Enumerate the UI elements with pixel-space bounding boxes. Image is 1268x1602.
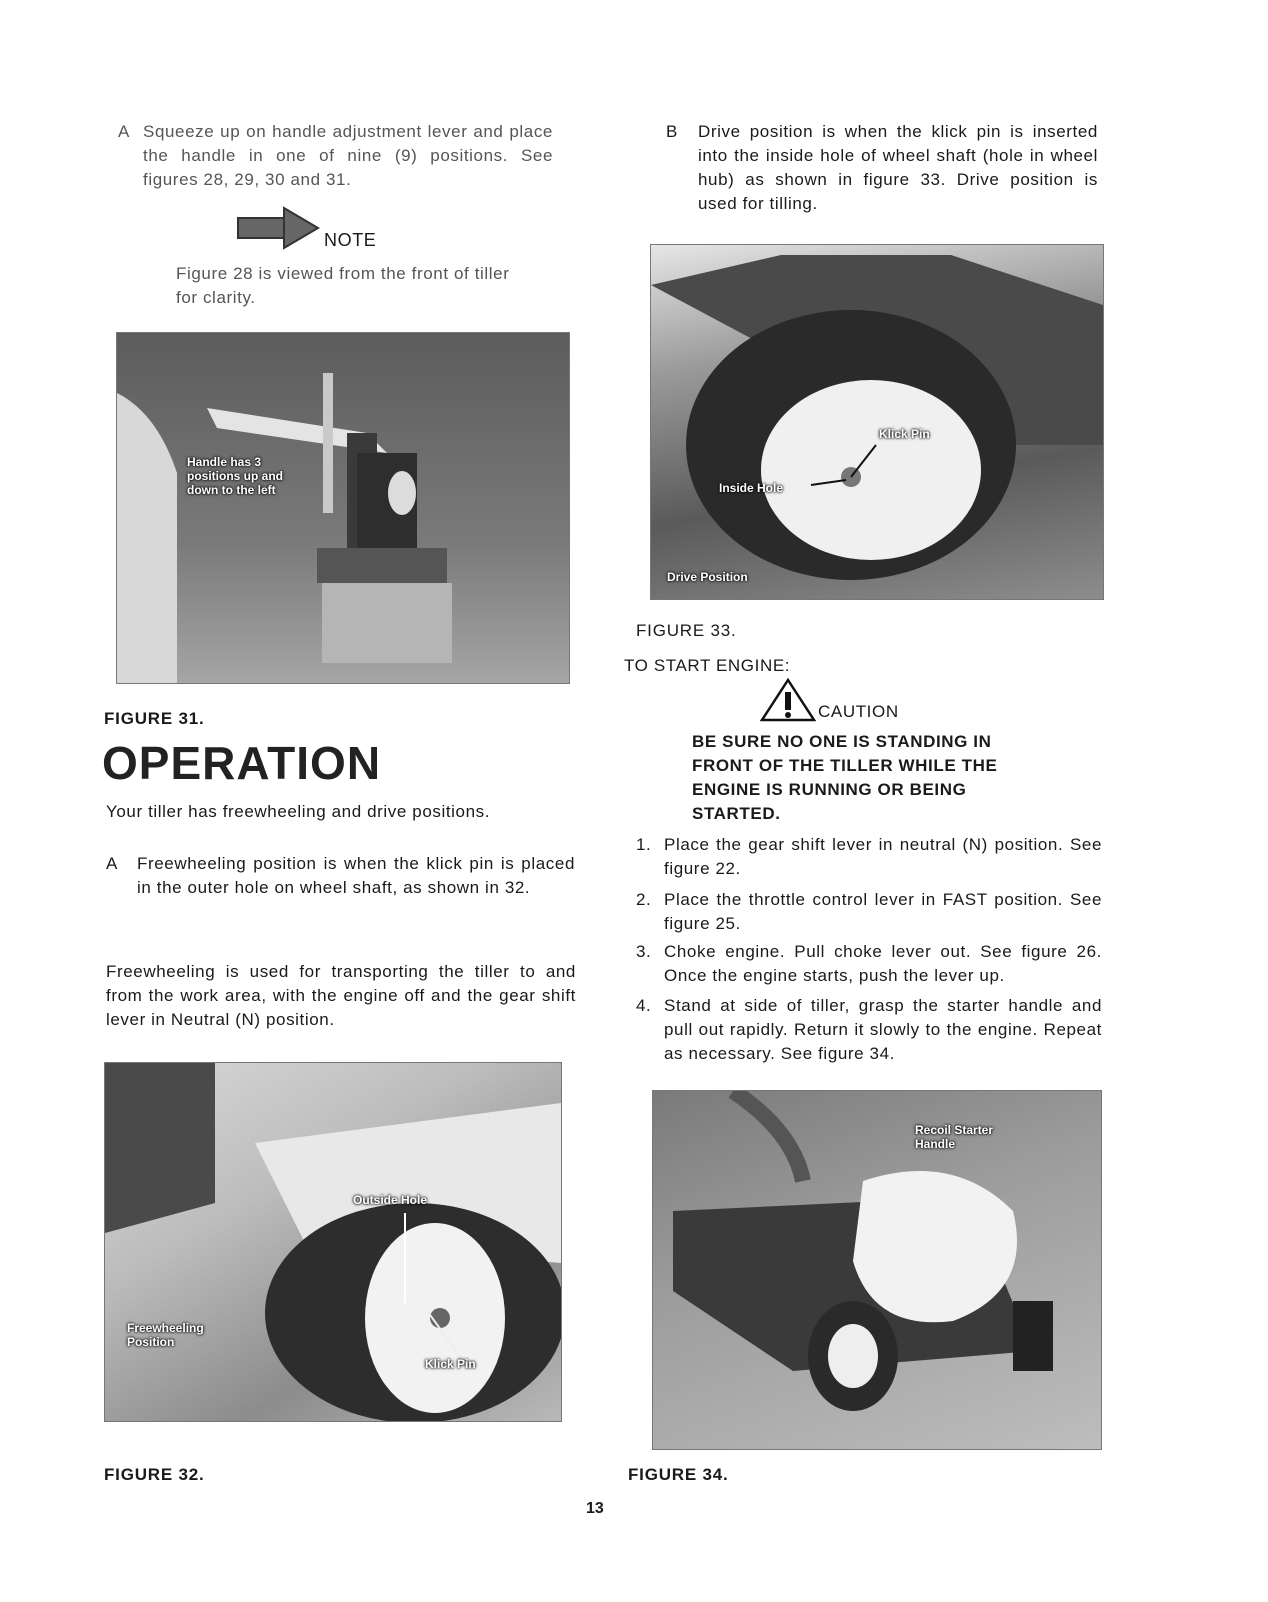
figure-34-caption: FIGURE 34.	[628, 1465, 729, 1484]
figure-31-callout: Handle has 3 positions up and down to the left	[187, 455, 283, 497]
start-engine-heading: TO START ENGINE:	[624, 656, 791, 675]
note-arrow-icon	[236, 206, 320, 255]
figure-34-callout: Recoil Starter Handle	[915, 1123, 994, 1151]
page-number: 13	[586, 1500, 604, 1517]
figure-33-photo	[650, 244, 1104, 600]
caution-triangle-icon	[760, 678, 816, 727]
start-step-3	[636, 940, 1102, 988]
step-text: Place the gear shift lever in neutral (N) position. See figure 22.	[664, 835, 1102, 878]
freewheel-text: Freewheeling position is when the klick pin is placed in the outer hole on wheel shaft, as shown in 32.	[137, 854, 575, 897]
step-text: Choke engine. Pull choke lever out. See figure 26. Once the engine starts, push the lever up.	[664, 942, 1102, 985]
figure-33-caption: FIGURE 33.	[636, 621, 737, 640]
section-title: OPERATION	[102, 737, 382, 789]
note-text: Figure 28 is viewed from the front of tiller for clarity.	[176, 264, 510, 307]
note-label: NOTE	[324, 230, 377, 250]
figure-31-photo	[116, 332, 570, 684]
freewheel-use-text: Freewheeling is used for transporting the tiller to and from the work area, with the engine off and the gear shift lever in Neutral (N) position.	[106, 962, 576, 1029]
start-step-2	[636, 888, 1102, 936]
step-number: 1.	[636, 835, 652, 854]
step-number: 3.	[636, 942, 652, 961]
figure-32-caption: FIGURE 32.	[104, 1465, 205, 1484]
figure-31-caption: FIGURE 31.	[104, 709, 205, 728]
figure-33-callout-hole: Inside Hole	[719, 481, 784, 495]
figure-32-callout-pin: Klick Pin	[425, 1357, 476, 1371]
step-a-text: Squeeze up on handle adjustment lever and place the handle in one of nine (9) positions. See figures 28, 29, 30 and 31.	[143, 122, 553, 189]
start-step-4	[636, 994, 1102, 1066]
figure-33-callout-pin: Klick Pin	[879, 427, 930, 441]
step-number: 2.	[636, 890, 652, 909]
figure-32-callout-hole: Outside Hole	[353, 1193, 428, 1207]
step-text: Place the throttle control lever in FAST position. See figure 25.	[664, 890, 1102, 933]
caution-text: BE SURE NO ONE IS STANDING IN FRONT OF THE TILLER WHILE THE ENGINE IS RUNNING OR BEING STARTED.	[692, 732, 998, 823]
freewheel-letter: A	[106, 854, 118, 873]
step-text: Stand at side of tiller, grasp the starter handle and pull out rapidly. Return it slowly to the engine. Repeat as necessary. See figure 34.	[664, 996, 1102, 1063]
caution-label: CAUTION	[818, 702, 899, 721]
step-b-letter: B	[666, 122, 678, 141]
step-b-text: Drive position is when the klick pin is inserted into the inside hole of wheel shaft (hole in wheel hub) as shown in figure 33. Drive position is used for tilling.	[698, 122, 1098, 213]
figure-32-callout-position: Freewheeling Position	[127, 1321, 204, 1349]
figure-32-photo	[104, 1062, 562, 1422]
step-number: 4.	[636, 996, 652, 1015]
start-step-1	[636, 833, 1102, 881]
intro-text: Your tiller has freewheeling and drive positions.	[106, 802, 491, 821]
figure-34-photo	[652, 1090, 1102, 1450]
figure-33-callout-position: Drive Position	[667, 570, 748, 584]
step-a-letter: A	[118, 122, 130, 141]
